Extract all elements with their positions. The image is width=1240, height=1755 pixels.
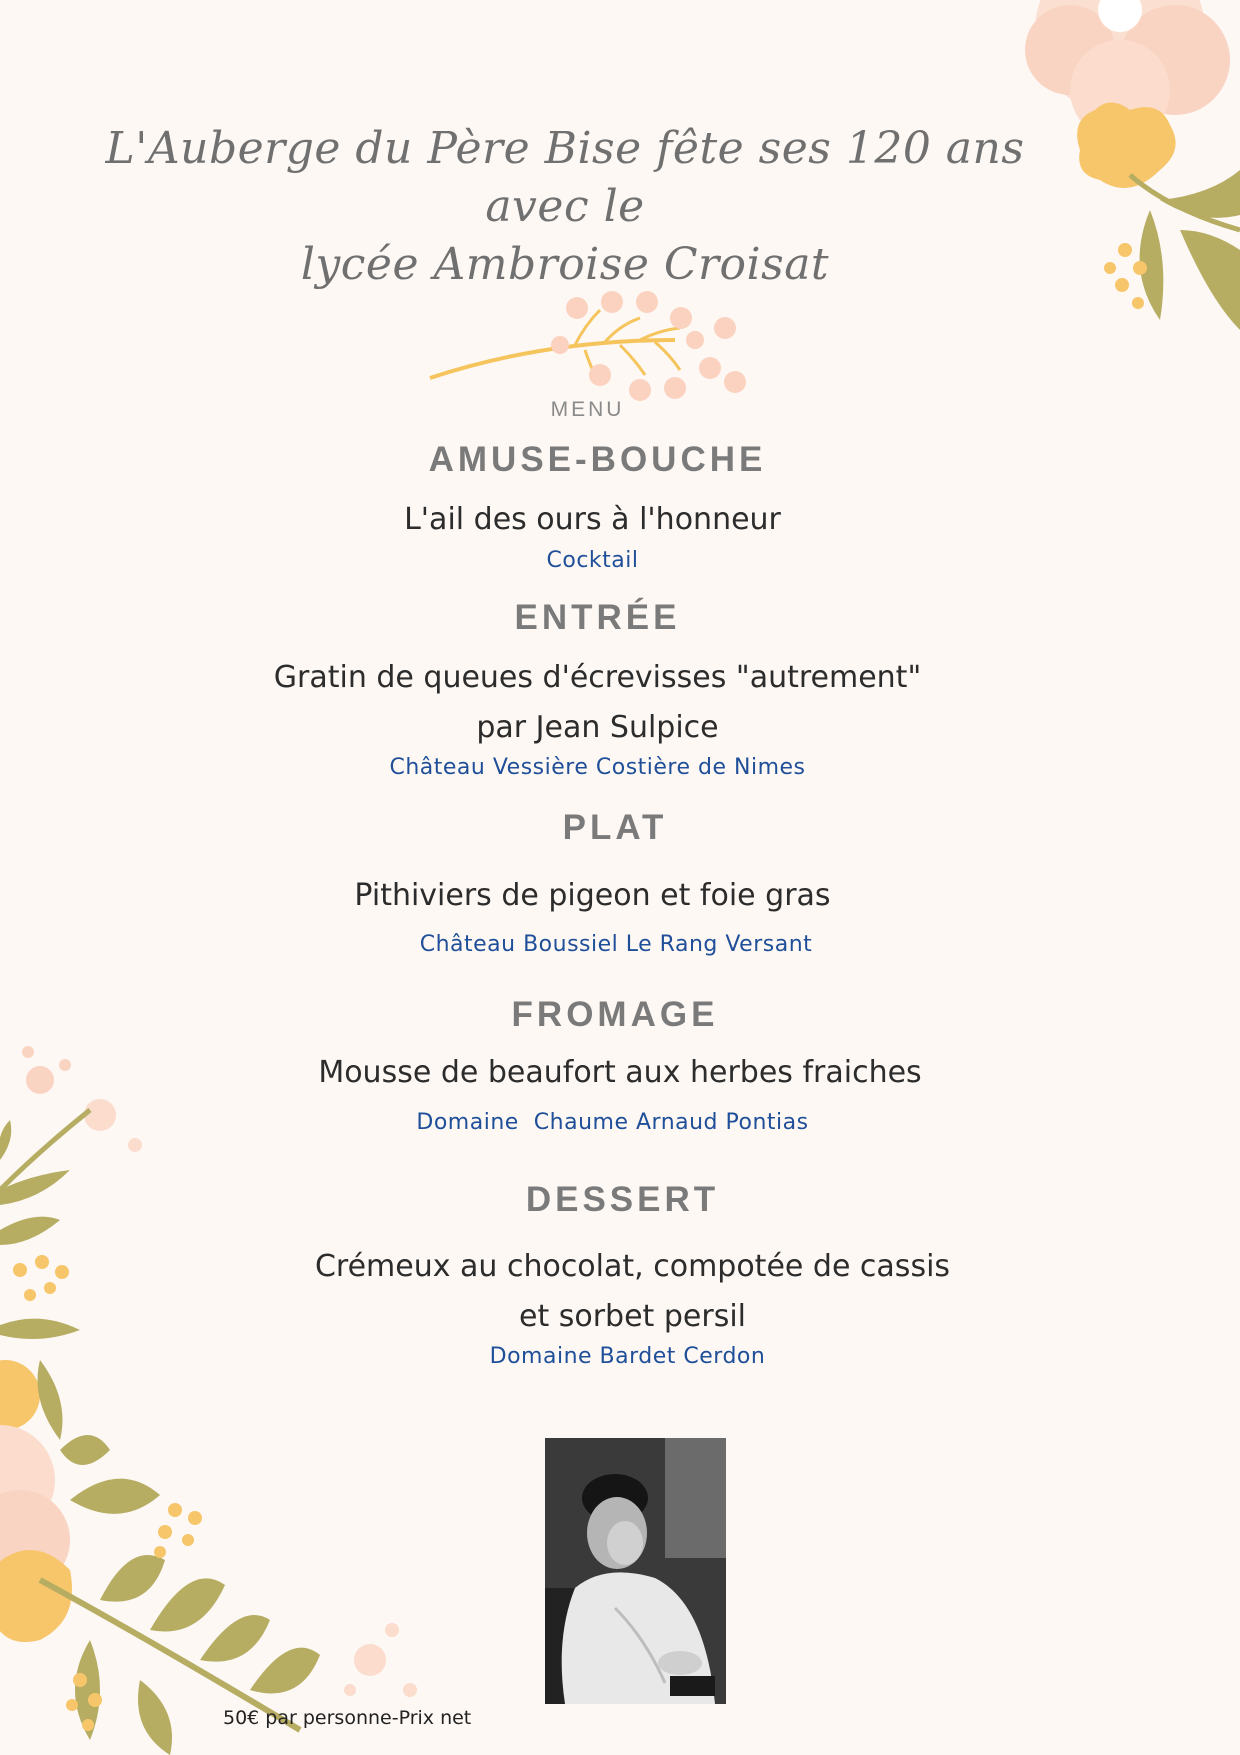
floral-corner-bottom-left-icon bbox=[0, 1040, 430, 1755]
course-dish-fromage bbox=[0, 1048, 1240, 1098]
title-line-2: lycée Ambroise Croisat bbox=[300, 239, 830, 290]
price-note: 50€ par personne-Prix net bbox=[223, 1707, 472, 1729]
chef-photo bbox=[545, 1438, 726, 1704]
course-heading-dessert: DESSERT bbox=[525, 1180, 720, 1219]
course-wine-fromage: Domaine Chaume Arnaud Pontias bbox=[416, 1110, 809, 1135]
course-heading-fromage: FROMAGE bbox=[511, 995, 719, 1034]
menu-label: MENU bbox=[550, 398, 625, 421]
title-line-1: L'Auberge du Père Bise fête ses 120 ans avec le bbox=[105, 123, 1025, 232]
dish-line: L'ail des ours à l'honneur bbox=[404, 502, 781, 537]
course-heading-amuse-bouche: AMUSE-BOUCHE bbox=[428, 440, 767, 479]
course-wine-plat: Château Boussiel Le Rang Versant bbox=[419, 932, 813, 957]
dish-line: et sorbet persil bbox=[518, 1299, 746, 1334]
dish-line: Gratin de queues d'écrevisses "autrement" bbox=[273, 660, 922, 695]
dish-line: Pithiviers de pigeon et foie gras bbox=[354, 878, 831, 913]
dish-line: Crémeux au chocolat, compotée de cassis bbox=[314, 1249, 951, 1284]
page-title bbox=[60, 120, 1070, 294]
course-wine-dessert: Domaine Bardet Cerdon bbox=[489, 1344, 766, 1369]
dish-line: par Jean Sulpice bbox=[476, 710, 719, 745]
course-wine-entree: Château Vessière Costière de Nimes bbox=[389, 755, 806, 780]
course-heading-entree: ENTRÉE bbox=[514, 598, 681, 637]
course-wine-amuse-bouche: Cocktail bbox=[546, 548, 639, 573]
dish-line: Mousse de beaufort aux herbes fraiches bbox=[318, 1055, 922, 1090]
course-dish-amuse-bouche bbox=[0, 495, 1185, 545]
chef-silhouette-icon bbox=[545, 1438, 726, 1704]
course-dish-dessert bbox=[0, 1242, 1240, 1342]
mimosa-branch-icon bbox=[425, 290, 755, 410]
course-dish-plat bbox=[0, 871, 1185, 921]
course-dish-entree bbox=[0, 653, 1195, 753]
course-heading-plat: PLAT bbox=[562, 808, 668, 847]
